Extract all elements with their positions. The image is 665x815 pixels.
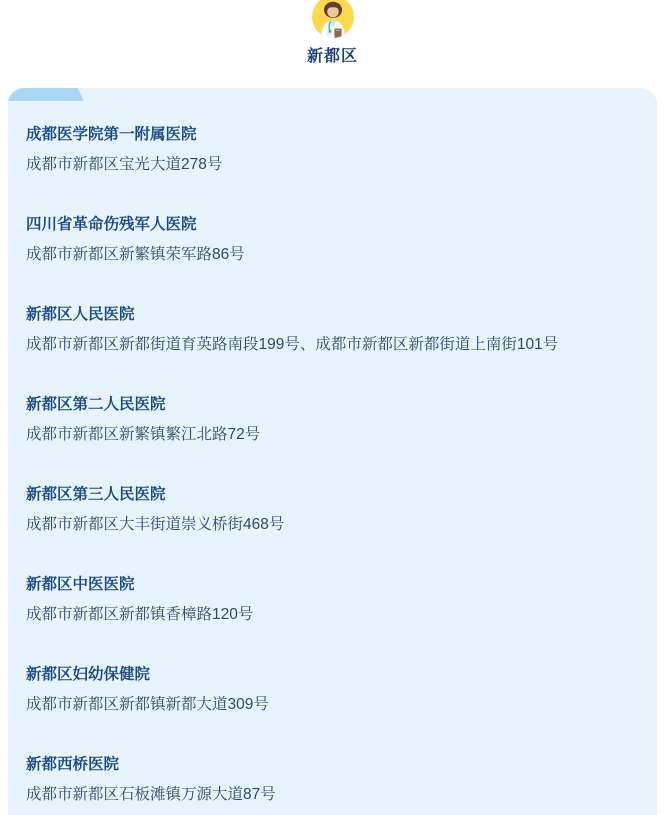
hospital-name: 新都区妇幼保健院 — [26, 666, 151, 683]
hospital-entry — [26, 664, 639, 716]
hospital-list — [26, 124, 639, 806]
hospital-name: 新都区人民医院 — [26, 306, 135, 323]
hospital-name: 新都区第三人民医院 — [26, 486, 166, 503]
hospital-name: 新都区第二人民医院 — [26, 396, 166, 413]
hospital-entry — [26, 304, 639, 356]
hospital-entry — [26, 124, 639, 176]
card-tab-decoration — [8, 88, 88, 101]
page-header — [0, 0, 665, 66]
hospital-address: 成都市新都区新都镇新都大道309号 — [26, 696, 269, 713]
doctor-avatar-icon — [312, 0, 354, 38]
hospital-name: 成都医学院第一附属医院 — [26, 126, 197, 143]
hospital-address: 成都市新都区新繁镇繁江北路72号 — [26, 426, 261, 443]
hospital-address: 成都市新都区新繁镇荣军路86号 — [26, 246, 245, 263]
hospital-entry — [26, 484, 639, 536]
hospital-address: 成都市新都区新都街道育英路南段199号、成都市新都区新都街道上南街101号 — [26, 336, 559, 353]
page-title: 新都区 — [306, 48, 358, 65]
hospital-address: 成都市新都区大丰街道崇义桥街468号 — [26, 516, 285, 533]
hospital-name: 新都西桥医院 — [26, 756, 120, 773]
hospital-entry — [26, 754, 639, 806]
hospital-card — [8, 88, 657, 815]
hospital-name: 四川省革命伤残军人医院 — [26, 216, 197, 233]
hospital-entry — [26, 214, 639, 266]
hospital-address: 成都市新都区新都镇香樟路120号 — [26, 606, 254, 623]
hospital-address: 成都市新都区宝光大道278号 — [26, 156, 223, 173]
hospital-entry — [26, 574, 639, 626]
hospital-entry — [26, 394, 639, 446]
hospital-name: 新都区中医医院 — [26, 576, 135, 593]
hospital-address: 成都市新都区石板滩镇万源大道87号 — [26, 786, 276, 803]
